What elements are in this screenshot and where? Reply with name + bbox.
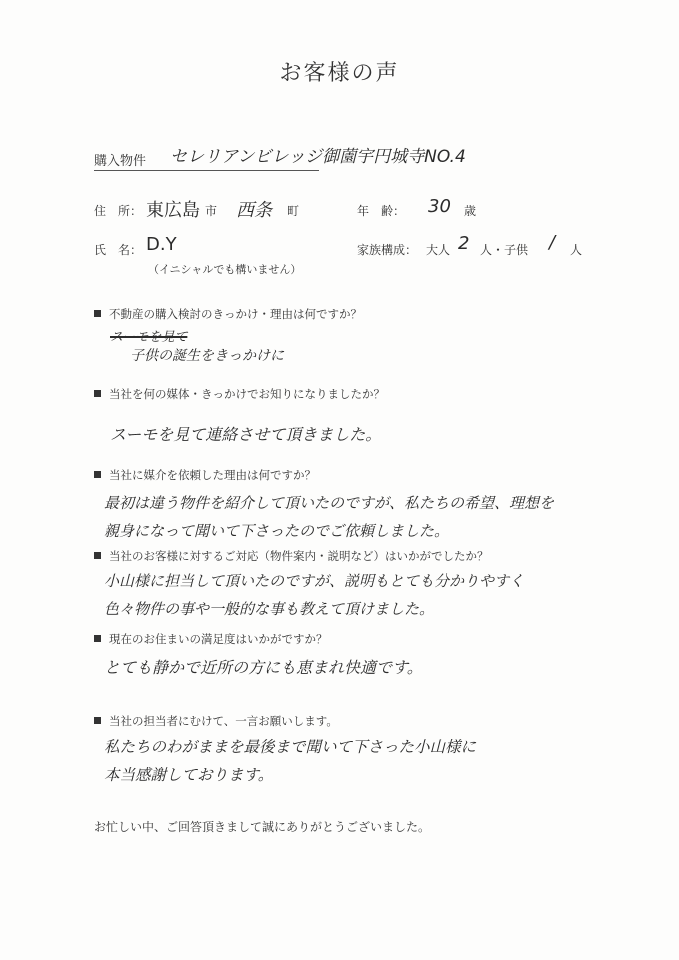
question-1-text: 不動産の購入検討のきっかけ・理由は何ですか？ bbox=[109, 307, 362, 321]
question-5 bbox=[94, 631, 328, 647]
question-2-text: 当社を何の媒体・きっかけでお知りになりましたか？ bbox=[109, 387, 385, 401]
answer-3-line-1: 最初は違う物件を紹介して頂いたのですが、私たちの希望、理想を bbox=[104, 494, 555, 512]
name-note: （イニシャルでも構いません） bbox=[148, 263, 302, 276]
age-value: 30 bbox=[428, 196, 451, 217]
question-4-text: 当社のお客様に対するご対応（物件案内・説明など）はいかがでしたか？ bbox=[109, 549, 489, 563]
age-label: 年 齢： bbox=[357, 204, 406, 218]
name-label: 氏 名： bbox=[94, 243, 143, 257]
family-children-count: / bbox=[549, 232, 556, 253]
bullet-square-icon bbox=[94, 471, 101, 478]
address-city: 東広島 bbox=[146, 200, 200, 221]
family-label: 家族構成： bbox=[357, 243, 418, 257]
bullet-square-icon bbox=[94, 552, 101, 559]
answer-4-line-2: 色々物件の事や一般的な事も教えて頂けました。 bbox=[104, 600, 435, 618]
property-underline bbox=[94, 170, 319, 171]
answer-2-line-1: スーモを見て連絡させて頂きました。 bbox=[110, 425, 382, 444]
answer-1-line-1: 子供の誕生をきっかけに bbox=[130, 348, 284, 364]
address-town-suffix: 町 bbox=[287, 204, 300, 218]
question-1 bbox=[94, 306, 362, 322]
bullet-square-icon bbox=[94, 310, 101, 317]
address-label: 住 所： bbox=[94, 204, 143, 218]
address-city-suffix: 市 bbox=[205, 204, 218, 218]
question-3 bbox=[94, 467, 316, 483]
question-5-text: 現在のお住まいの満足度はいかがですか？ bbox=[109, 632, 328, 646]
bullet-square-icon bbox=[94, 717, 101, 724]
question-6-text: 当社の担当者にむけて、一言お願いします。 bbox=[109, 714, 338, 728]
page-title: お客様の声 bbox=[279, 61, 400, 86]
closing-message: お忙しい中、ご回答頂きまして誠にありがとうございました。 bbox=[94, 820, 431, 834]
family-adults-count: 2 bbox=[458, 233, 470, 254]
bullet-square-icon bbox=[94, 635, 101, 642]
question-2 bbox=[94, 386, 385, 402]
question-3-text: 当社に媒介を依頼した理由は何ですか？ bbox=[109, 468, 316, 482]
answer-3-line-2: 親身になって聞いて下さったのでご依頼しました。 bbox=[104, 522, 450, 540]
property-value: セレリアンビレッジ御薗宇円城寺NO.4 bbox=[170, 147, 466, 167]
bullet-square-icon bbox=[94, 390, 101, 397]
property-label: 購入物件 bbox=[94, 154, 147, 169]
answer-5-line-1: とても静かで近所の方にも恵まれ快適です。 bbox=[104, 658, 423, 677]
family-adults-unit: 人・子供 bbox=[480, 243, 529, 257]
question-6 bbox=[94, 713, 338, 729]
answer-6-line-1: 私たちのわがままを最後まで聞いて下さった小山様に bbox=[104, 738, 477, 756]
answer-6-line-2: 本当感謝しております。 bbox=[104, 766, 274, 784]
answer-4-line-1: 小山様に担当して頂いたのですが、説明もとても分かりやすく bbox=[104, 572, 525, 590]
address-town: 西条 bbox=[236, 200, 272, 221]
answer-1-struck: スーモを見て bbox=[110, 330, 188, 345]
age-suffix: 歳 bbox=[464, 204, 477, 218]
family-children-unit: 人 bbox=[570, 243, 583, 257]
question-4 bbox=[94, 548, 489, 564]
name-value: D.Y bbox=[146, 234, 177, 255]
family-adults-label: 大人 bbox=[426, 243, 451, 257]
